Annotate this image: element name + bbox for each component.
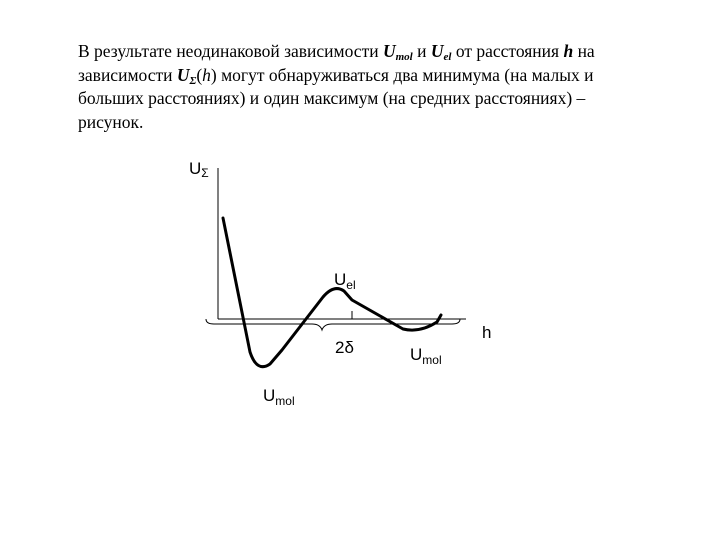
h-symbol: h	[202, 64, 211, 85]
symbol-subscript: mol	[395, 51, 413, 63]
text-fragment: и	[412, 41, 431, 61]
u-mol-left-label: $U_{mol}$	[263, 386, 295, 408]
y-axis-label: UΣ	[189, 159, 209, 180]
text-fragment: на	[573, 41, 595, 61]
text-fragment: зависимости	[78, 64, 177, 85]
paragraph-line-4: рисунок.	[78, 111, 144, 132]
h-symbol: h	[563, 41, 574, 61]
symbol-main: U	[382, 41, 396, 61]
x-axis-label: h	[482, 323, 492, 342]
symbol-subscript: el	[443, 51, 452, 63]
text-fragment: (	[196, 64, 203, 85]
text-fragment: могут обнаруживаться два минимума (на малых и	[216, 64, 594, 85]
delta-label: 2δ	[335, 338, 354, 357]
text-fragment: В результате неодинаковой зависимости	[78, 41, 383, 61]
symbol-main: U	[430, 41, 444, 61]
text-fragment: )	[210, 64, 217, 85]
symbol-subscript: Σ	[189, 74, 197, 87]
energy-curve	[223, 218, 441, 367]
symbol-main: U	[176, 64, 190, 85]
paragraph-line-3: больших расстояниях) и один максимум (на средних расстояниях) –	[78, 88, 586, 108]
text-fragment: от расстояния	[451, 41, 564, 61]
u-el-label: $U_{el}$	[334, 270, 356, 292]
u-mol-right-label: $U_{mol}$	[410, 345, 442, 367]
